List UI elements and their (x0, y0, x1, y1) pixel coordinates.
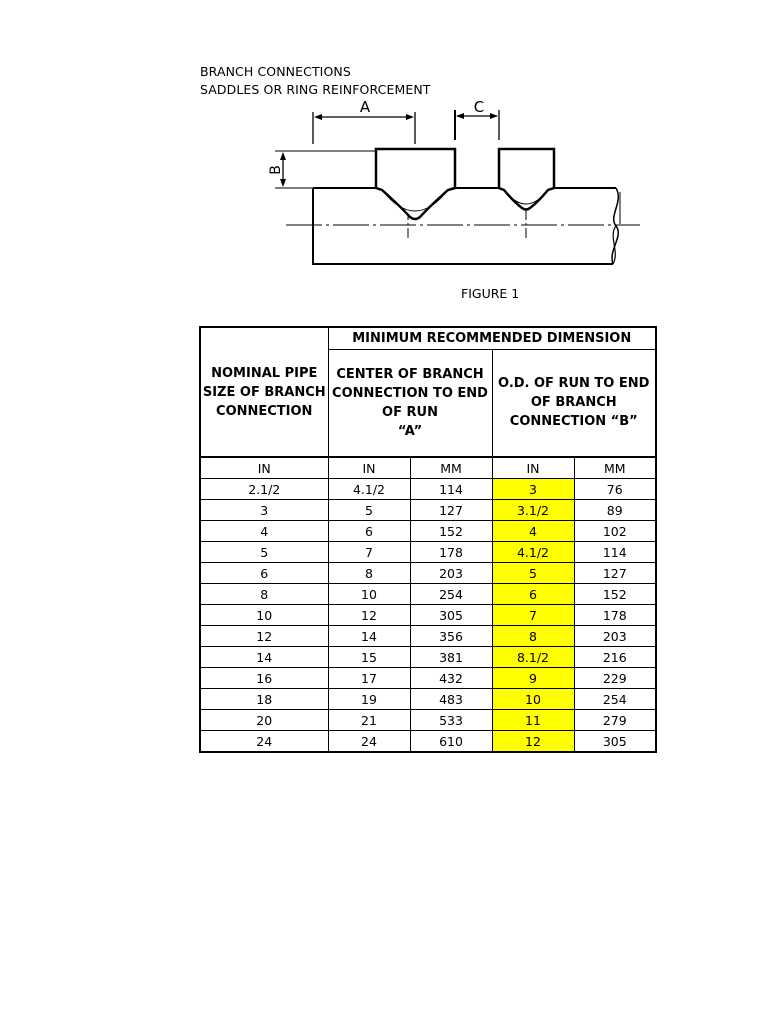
table-cell: 254 (574, 689, 656, 710)
table-cell: 12 (328, 605, 410, 626)
unit-cell: IN (492, 457, 574, 479)
table-cell: 152 (410, 521, 492, 542)
table-cell: 24 (200, 731, 328, 753)
table-cell: 24 (328, 731, 410, 753)
table-row (200, 542, 656, 563)
table-cell: 178 (574, 605, 656, 626)
header-a-line-1: CENTER OF BRANCH (336, 366, 484, 382)
header-center-to-end-a (328, 349, 492, 457)
table-cell: 203 (410, 563, 492, 584)
table-cell: 114 (410, 479, 492, 500)
header-a-line-2: CONNECTION TO END (332, 385, 488, 401)
document-title-line-2: SADDLES OR RING REINFORCEMENT (200, 82, 431, 95)
dimension-c-label: C (473, 98, 485, 116)
table-cell: 19 (328, 689, 410, 710)
table-cell: 127 (574, 563, 656, 584)
table-row (200, 563, 656, 584)
table-cell: 20 (200, 710, 328, 731)
table-cell: 432 (410, 668, 492, 689)
dimension-table (199, 326, 657, 753)
dimension-a-label: A (359, 98, 371, 116)
table-cell: 12 (200, 626, 328, 647)
table-cell: 6 (328, 521, 410, 542)
table-cell: 16 (200, 668, 328, 689)
table-cell: 7 (492, 605, 574, 626)
table-cell: 12 (492, 731, 574, 753)
table-cell: 14 (328, 626, 410, 647)
table-cell: 18 (200, 689, 328, 710)
table-cell: 76 (574, 479, 656, 500)
dimension-b-label: B (268, 165, 284, 175)
table-cell: 533 (410, 710, 492, 731)
table-cell: 10 (200, 605, 328, 626)
table-cell: 305 (410, 605, 492, 626)
table-cell: 8 (328, 563, 410, 584)
header-b-line-1: O.D. OF RUN TO END (498, 376, 650, 392)
unit-cell: MM (410, 457, 492, 479)
table-cell: 254 (410, 584, 492, 605)
units-row (200, 457, 656, 479)
pipe-branch-diagram (258, 94, 648, 274)
table-row (200, 710, 656, 731)
table-cell: 483 (410, 689, 492, 710)
table-row (200, 668, 656, 689)
table-cell: 381 (410, 647, 492, 668)
table-cell: 3.1/2 (492, 500, 574, 521)
header-nominal-size (200, 327, 328, 457)
table-cell: 279 (574, 710, 656, 731)
table-cell: 15 (328, 647, 410, 668)
table-cell: 610 (410, 731, 492, 753)
table-row (200, 521, 656, 542)
table-cell: 4.1/2 (328, 479, 410, 500)
table-cell: 6 (200, 563, 328, 584)
table-cell: 10 (328, 584, 410, 605)
table-cell: 5 (200, 542, 328, 563)
unit-cell: MM (574, 457, 656, 479)
table-cell: 7 (328, 542, 410, 563)
table-row (200, 626, 656, 647)
header-nominal-line-1: NOMINAL PIPE (211, 365, 318, 381)
table-cell: 10 (492, 689, 574, 710)
table-cell: 5 (492, 563, 574, 584)
table-cell: 8 (200, 584, 328, 605)
table-cell: 152 (574, 584, 656, 605)
table-cell: 4 (492, 521, 574, 542)
table-cell: 8.1/2 (492, 647, 574, 668)
table-cell: 9 (492, 668, 574, 689)
table-cell: 203 (574, 626, 656, 647)
table-row (200, 647, 656, 668)
unit-cell: IN (328, 457, 410, 479)
table-cell: 356 (410, 626, 492, 647)
table-cell: 89 (574, 500, 656, 521)
table-cell: 5 (328, 500, 410, 521)
table-row (200, 479, 656, 500)
figure-caption: FIGURE 1 (461, 286, 520, 301)
table-cell: 17 (328, 668, 410, 689)
table-cell: 229 (574, 668, 656, 689)
table-cell: 216 (574, 647, 656, 668)
table-cell: 3 (492, 479, 574, 500)
header-a-line-4: “A” (397, 423, 423, 439)
header-od-to-end-b (492, 349, 656, 457)
table-cell: 21 (328, 710, 410, 731)
table-cell: 3 (200, 500, 328, 521)
table-cell: 8 (492, 626, 574, 647)
document-title-line-1: BRANCH CONNECTIONS (200, 64, 351, 79)
table-cell: 2.1/2 (200, 479, 328, 500)
table-cell: 14 (200, 647, 328, 668)
table-row (200, 731, 656, 753)
unit-cell: IN (200, 457, 328, 479)
table-row (200, 584, 656, 605)
table-cell: 102 (574, 521, 656, 542)
header-b-line-2: OF BRANCH (530, 395, 617, 411)
table-row (200, 500, 656, 521)
table-row (200, 689, 656, 710)
header-nominal-line-2: SIZE OF BRANCH (202, 384, 326, 400)
table-cell: 127 (410, 500, 492, 521)
table-cell: 178 (410, 542, 492, 563)
table-cell: 4 (200, 521, 328, 542)
table-cell: 305 (574, 731, 656, 753)
header-b-line-3: CONNECTION “B” (509, 414, 638, 430)
header-nominal-line-3: CONNECTION (216, 403, 313, 419)
table-cell: 11 (492, 710, 574, 731)
table-cell: 4.1/2 (492, 542, 574, 563)
header-a-line-3: OF RUN (382, 404, 438, 420)
table-cell: 114 (574, 542, 656, 563)
table-cell: 6 (492, 584, 574, 605)
header-minimum-dimension: MINIMUM RECOMMENDED DIMENSION (328, 327, 656, 349)
table-row (200, 605, 656, 626)
